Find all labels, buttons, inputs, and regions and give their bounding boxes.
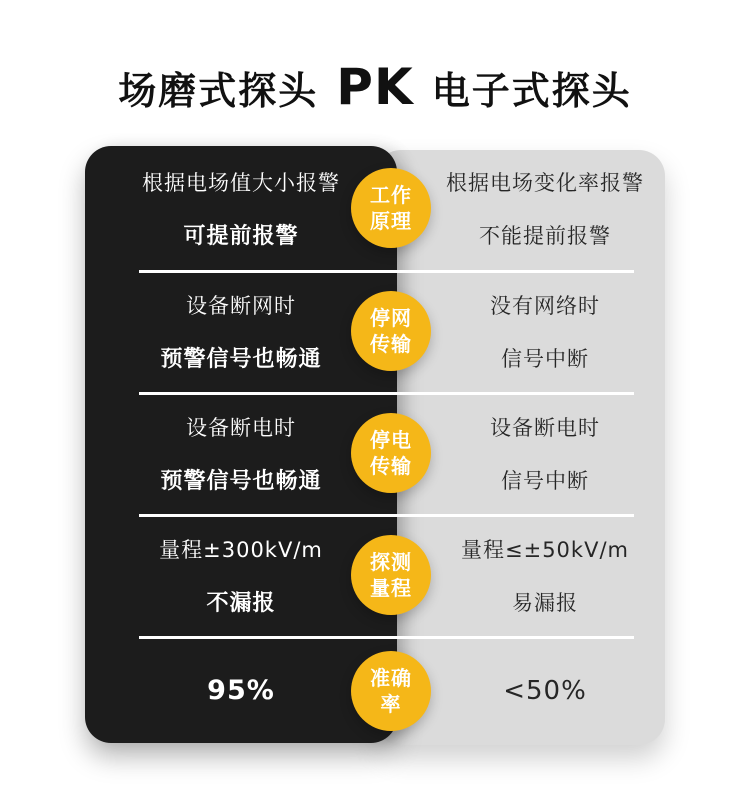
title-left-probe: 场磨式探头 <box>118 69 319 113</box>
left-cell <box>99 146 383 270</box>
right-line1: 没有网络时 <box>490 293 600 318</box>
left-cell <box>99 514 383 636</box>
badge-line2: 传输 <box>370 454 412 478</box>
row-divider <box>139 392 634 395</box>
category-badge <box>351 651 431 731</box>
badge-line1: 准确 <box>370 665 412 690</box>
right-value: <50% <box>503 675 587 706</box>
right-line2: 信号中断 <box>501 346 589 371</box>
title-pk: PK <box>336 58 414 116</box>
row-divider <box>139 514 634 517</box>
category-badge <box>351 168 431 248</box>
right-line1: 根据电场变化率报警 <box>446 170 644 195</box>
row-divider <box>139 636 634 639</box>
right-cell <box>437 636 653 745</box>
right-cell <box>437 270 653 392</box>
badge-line2: 率 <box>380 691 402 716</box>
badge-line2: 传输 <box>370 332 412 356</box>
left-line2: 不漏报 <box>206 590 276 616</box>
row-accuracy <box>85 636 665 745</box>
category-badge <box>351 291 431 371</box>
badge-line1: 工作 <box>370 183 412 207</box>
badge-line1: 停网 <box>370 306 412 330</box>
row-detection-range <box>85 514 665 636</box>
row-network-outage <box>85 270 665 392</box>
left-cell <box>99 392 383 514</box>
badge-line1: 探测 <box>370 550 412 574</box>
right-line1: 量程≤±50kV/m <box>461 537 629 562</box>
left-line1: 根据电场值大小报警 <box>142 170 340 195</box>
right-line2: 不能提前报警 <box>479 223 611 248</box>
right-cell <box>437 146 653 270</box>
right-line2: 信号中断 <box>501 468 589 493</box>
left-cell <box>99 636 383 745</box>
category-badge <box>351 535 431 615</box>
row-working-principle <box>85 146 665 270</box>
row-power-outage <box>85 392 665 514</box>
title-right-probe: 电子式探头 <box>431 69 632 113</box>
left-line1: 量程±300kV/m <box>159 537 323 562</box>
badge-line2: 原理 <box>370 209 412 233</box>
left-line2: 可提前报警 <box>183 223 299 249</box>
left-line2: 预警信号也畅通 <box>160 468 322 494</box>
left-line1: 设备断电时 <box>186 415 296 440</box>
page-title <box>0 58 750 116</box>
comparison-rows <box>85 146 665 745</box>
category-badge <box>351 413 431 493</box>
right-line2: 易漏报 <box>512 590 578 615</box>
comparison-card <box>85 146 665 745</box>
row-divider <box>139 270 634 273</box>
left-cell <box>99 270 383 392</box>
badge-line2: 量程 <box>370 576 412 600</box>
right-cell <box>437 514 653 636</box>
left-value: 95% <box>207 675 275 706</box>
right-line1: 设备断电时 <box>490 415 600 440</box>
badge-line1: 停电 <box>370 428 412 452</box>
left-line1: 设备断网时 <box>186 293 296 318</box>
left-line2: 预警信号也畅通 <box>160 346 322 372</box>
right-cell <box>437 392 653 514</box>
